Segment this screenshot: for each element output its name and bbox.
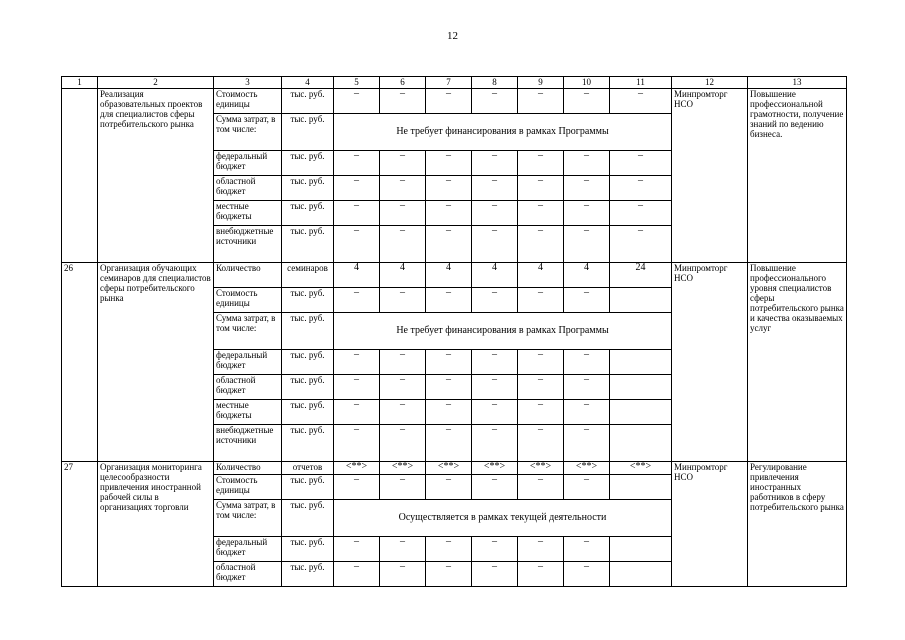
value-cell: – (426, 201, 472, 226)
header-cell: 3 (214, 77, 282, 89)
header-cell: 9 (518, 77, 564, 89)
value-cell: – (564, 288, 610, 313)
value-cell: <**> (518, 462, 564, 475)
value-cell (610, 288, 672, 313)
header-cell: 11 (610, 77, 672, 89)
value-cell: <**> (610, 462, 672, 475)
value-cell: – (472, 151, 518, 176)
indicator-cell: федеральный бюджет (214, 537, 282, 562)
value-cell: 4 (564, 263, 610, 288)
value-cell: – (564, 176, 610, 201)
table-body (62, 77, 847, 587)
value-cell: – (380, 176, 426, 201)
value-cell: – (564, 562, 610, 587)
unit-cell: тыс. руб. (282, 475, 334, 500)
value-cell: – (610, 201, 672, 226)
value-cell: – (426, 562, 472, 587)
value-cell: – (380, 375, 426, 400)
value-cell: – (472, 375, 518, 400)
value-cell: – (334, 176, 380, 201)
value-cell: – (518, 562, 564, 587)
header-cell: 4 (282, 77, 334, 89)
unit-cell: тыс. руб. (282, 151, 334, 176)
value-cell: – (334, 288, 380, 313)
unit-cell: тыс. руб. (282, 537, 334, 562)
value-cell: – (426, 226, 472, 263)
activity-name: Реализация образовательных проектов для специалистов сферы потребительского рынка (98, 89, 214, 263)
indicator-cell: внебюджетные источники (214, 425, 282, 462)
value-cell: – (380, 475, 426, 500)
unit-cell: тыс. руб. (282, 375, 334, 400)
value-cell: – (518, 226, 564, 263)
value-cell: – (380, 562, 426, 587)
unit-cell: отчетов (282, 462, 334, 475)
indicator-cell: Сумма затрат, в том числе: (214, 114, 282, 151)
value-cell: – (334, 201, 380, 226)
value-cell: – (334, 562, 380, 587)
financing-note: Не требует финансирования в рамках Программы (334, 313, 672, 350)
value-cell: – (426, 176, 472, 201)
value-cell: – (334, 400, 380, 425)
value-cell: 4 (472, 263, 518, 288)
indicator-cell: федеральный бюджет (214, 151, 282, 176)
value-cell: – (564, 425, 610, 462)
value-cell: – (334, 350, 380, 375)
value-cell: – (518, 425, 564, 462)
financing-note: Не требует финансирования в рамках Программы (334, 114, 672, 151)
row-number: 27 (62, 462, 98, 587)
value-cell: – (610, 151, 672, 176)
value-cell (610, 562, 672, 587)
value-cell: – (472, 176, 518, 201)
value-cell: 4 (426, 263, 472, 288)
value-cell (610, 375, 672, 400)
value-cell (610, 400, 672, 425)
activity-name: Организация мониторинга целесообразности привлечения иностранной рабочей силы в организациях торговли (98, 462, 214, 587)
value-cell: – (518, 537, 564, 562)
financing-note: Осуществляется в рамках текущей деятельности (334, 500, 672, 537)
value-cell: – (518, 475, 564, 500)
indicator-cell: Стоимость единицы (214, 288, 282, 313)
value-cell: – (380, 151, 426, 176)
value-cell: – (472, 89, 518, 114)
row-number: 26 (62, 263, 98, 462)
value-cell: – (472, 400, 518, 425)
unit-cell: семинаров (282, 263, 334, 288)
unit-cell: тыс. руб. (282, 114, 334, 151)
page-number: 12 (447, 30, 458, 42)
indicator-cell: областной бюджет (214, 375, 282, 400)
value-cell: – (426, 89, 472, 114)
value-cell: 4 (380, 263, 426, 288)
program-table (61, 76, 847, 587)
header-cell: 8 (472, 77, 518, 89)
table-row (62, 462, 847, 475)
value-cell: – (518, 350, 564, 375)
executor-cell: Минпромторг НСО (672, 89, 748, 263)
unit-cell: тыс. руб. (282, 226, 334, 263)
value-cell: – (564, 350, 610, 375)
value-cell: – (334, 226, 380, 263)
value-cell: – (564, 226, 610, 263)
header-cell: 10 (564, 77, 610, 89)
value-cell: – (564, 537, 610, 562)
value-cell: – (426, 375, 472, 400)
value-cell: 4 (518, 263, 564, 288)
row-number (62, 89, 98, 263)
header-cell: 6 (380, 77, 426, 89)
unit-cell: тыс. руб. (282, 201, 334, 226)
value-cell: – (518, 176, 564, 201)
value-cell: – (610, 226, 672, 263)
value-cell: – (334, 475, 380, 500)
value-cell: – (472, 425, 518, 462)
unit-cell: тыс. руб. (282, 176, 334, 201)
header-cell: 1 (62, 77, 98, 89)
value-cell: – (380, 350, 426, 375)
value-cell: – (610, 89, 672, 114)
value-cell: – (380, 288, 426, 313)
value-cell: – (380, 226, 426, 263)
value-cell: – (426, 151, 472, 176)
value-cell: – (518, 89, 564, 114)
value-cell: <**> (380, 462, 426, 475)
value-cell: – (518, 400, 564, 425)
header-cell: 5 (334, 77, 380, 89)
value-cell (610, 537, 672, 562)
header-row (62, 77, 847, 89)
value-cell: – (564, 400, 610, 425)
value-cell: – (518, 151, 564, 176)
table-row (62, 89, 847, 114)
expected-result: Регулирование привлечения иностранных работников в сферу потребительского рынка (748, 462, 847, 587)
value-cell: – (472, 201, 518, 226)
value-cell: – (380, 537, 426, 562)
value-cell: – (564, 89, 610, 114)
header-cell: 12 (672, 77, 748, 89)
executor-cell: Минпромторг НСО (672, 462, 748, 587)
value-cell: – (426, 350, 472, 375)
value-cell: – (472, 537, 518, 562)
header-cell: 7 (426, 77, 472, 89)
value-cell: – (380, 425, 426, 462)
value-cell: – (334, 89, 380, 114)
indicator-cell: внебюджетные источники (214, 226, 282, 263)
indicator-cell: федеральный бюджет (214, 350, 282, 375)
value-cell: – (334, 151, 380, 176)
indicator-cell: Сумма затрат, в том числе: (214, 500, 282, 537)
value-cell: – (380, 89, 426, 114)
indicator-cell: Количество (214, 263, 282, 288)
value-cell: – (426, 475, 472, 500)
expected-result: Повышение профессионального уровня специалистов сферы потребительского рынка и качества оказываемых услуг (748, 263, 847, 462)
unit-cell: тыс. руб. (282, 89, 334, 114)
value-cell: – (426, 537, 472, 562)
value-cell: – (426, 288, 472, 313)
indicator-cell: областной бюджет (214, 176, 282, 201)
indicator-cell: Сумма затрат, в том числе: (214, 313, 282, 350)
activity-name: Организация обучающих семинаров для специалистов сферы потребительского рынка (98, 263, 214, 462)
header-cell: 13 (748, 77, 847, 89)
value-cell: – (380, 201, 426, 226)
value-cell: <**> (472, 462, 518, 475)
value-cell: – (518, 201, 564, 226)
value-cell (610, 350, 672, 375)
value-cell: <**> (334, 462, 380, 475)
value-cell: – (426, 425, 472, 462)
value-cell: – (564, 475, 610, 500)
expected-result: Повышение профессиональной грамотности, получение знаний по ведению бизнеса. (748, 89, 847, 263)
value-cell: 24 (610, 263, 672, 288)
table-row (62, 263, 847, 288)
value-cell: – (426, 400, 472, 425)
indicator-cell: Стоимость единицы (214, 89, 282, 114)
value-cell: – (564, 201, 610, 226)
value-cell: – (472, 226, 518, 263)
header-cell: 2 (98, 77, 214, 89)
value-cell: – (472, 562, 518, 587)
unit-cell: тыс. руб. (282, 350, 334, 375)
value-cell (610, 425, 672, 462)
value-cell: <**> (564, 462, 610, 475)
value-cell: – (610, 176, 672, 201)
value-cell: – (472, 288, 518, 313)
indicator-cell: местные бюджеты (214, 400, 282, 425)
value-cell: – (334, 537, 380, 562)
value-cell: – (472, 475, 518, 500)
value-cell: <**> (426, 462, 472, 475)
unit-cell: тыс. руб. (282, 313, 334, 350)
value-cell: – (564, 375, 610, 400)
value-cell: – (518, 288, 564, 313)
unit-cell: тыс. руб. (282, 500, 334, 537)
indicator-cell: Стоимость единицы (214, 475, 282, 500)
unit-cell: тыс. руб. (282, 562, 334, 587)
executor-cell: Минпромторг НСО (672, 263, 748, 462)
value-cell: 4 (334, 263, 380, 288)
unit-cell: тыс. руб. (282, 288, 334, 313)
indicator-cell: областной бюджет (214, 562, 282, 587)
unit-cell: тыс. руб. (282, 400, 334, 425)
value-cell: – (564, 151, 610, 176)
value-cell: – (472, 350, 518, 375)
indicator-cell: местные бюджеты (214, 201, 282, 226)
value-cell: – (334, 375, 380, 400)
value-cell: – (518, 375, 564, 400)
indicator-cell: Количество (214, 462, 282, 475)
value-cell: – (334, 425, 380, 462)
unit-cell: тыс. руб. (282, 425, 334, 462)
value-cell (610, 475, 672, 500)
value-cell: – (380, 400, 426, 425)
